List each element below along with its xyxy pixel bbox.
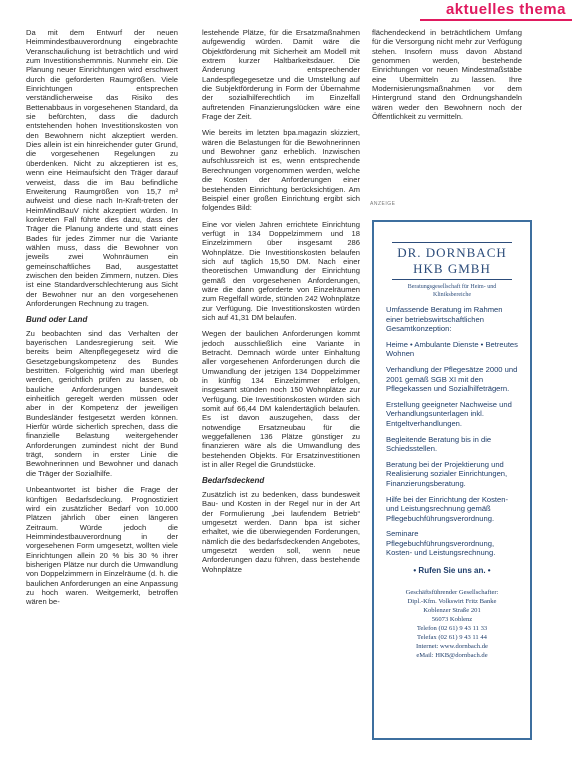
ad-company-subtitle: Beratungsgesellschaft für Heim- und Kliniksbereiche <box>407 284 497 298</box>
paragraph: Zusätzlich ist zu bedenken, dass bundesweit Bau- und Kosten in der Regel nur in der Art der Formulierung „bei laufendem Betrieb“ umgesetzt werden. Dann bpa ist sicher erhaltet, wie die überwiegenden Forderungen, nämlich die des bedarfsdeckenden Angebotes, umgesetzt werden soll, wenn neue Anforderungen dazu führen, dass bestehende Wohnplätze <box>202 489 360 574</box>
paragraph: lestehende Plätze, für die Ersatzmaßnahmen aufgewendig würden. Damit wäre die Objektförderung mit Sicherheit am Modell mit extrem kurzer Haltbarkeitsdauer. Die Änderung entsprechender Landespflegegesetze und die Umstellung auf die Subjektförderung in Form der Übernahme der sozialhilferechtlich im Einzelfall auftretenden Finanzierungslücken wäre eine Frage der Zeit. <box>202 28 360 122</box>
paragraph: Unbeantwortet ist bisher die Frage der künftigen Bedarfsdeckung. Prognostiziert wird ein zusätzlicher Bedarf von 10.000 Plätzen jährlich über einen längeren Zeitraum. Würde jedoch die Heimmindestbauverordnung in der vorgesehenen Form umgesetzt, wollten viele Einrichtungen allein 20 % bis 30 % ihrer bisherigen Plätze nur durch die Umwandlung von Doppelzimmern in Einzelräume (d. h. die baulichen Anforderungen an eine Anpassung zu hoch waren. Weitgemerkt, betroffen wären be- <box>26 485 178 607</box>
paragraph: Zu beobachten sind das Verhalten der bayerischen Landesregierung seit. Wie bereits beim Altenpflegegesetz wird die Gesetzgebungskompetenz des Bundes bestritten. Folgerichtig wird man überlegt werden, gerichtlich prüfen zu lassen, ob bauliche Anforderungen bundesweit einheitlich geregelt werden müssen oder aber in der Kompetenz der jeweiligen Bundesländer festgesetzt werden können. Hierfür würde sicherlich sprechen, dass die finanzielle Belastung weitergehender Anforderungen zumindest nicht der Bund trägt, sondern in erster Linie die Bewohnerinnen und Bewohner und danach die Träger der Sozialhilfe. <box>26 328 178 478</box>
ad-contact-line: Telefax (02 61) 9 43 11 44 <box>417 633 487 641</box>
logo-rule-bottom <box>392 279 512 280</box>
section-heading: Bedarfsdeckend <box>202 476 265 486</box>
ad-service-item: Begleitende Beratung bis in die Schiedsstellen. <box>386 434 492 454</box>
ad-company-name-2: HKB GMBH <box>413 261 491 276</box>
paragraph: Da mit dem Entwurf der neuen Heimmindestbauverordnung eingebrachte Veranschaulichung ist beträchtlich und wird zum Investitionshemmnis. Nunmehr ein. Die Planung neuer Einrichtungen wird erschwert durch die geforderten Raumgrößen. Viele Einrichtungen entsprechen verständlicherweise das Risiko des Bettenabbaus in vorgesehenen Standard, da sie befürchten, dass die dadurch entstehenden hohen Investitionskosten von den Bewohnern nicht akzeptiert werden. Dies allein ist ein hinreichender guter Grund, die vorgesehenen Regelungen zu überdenken. Nicht zu akzeptieren ist es, wenn eine Heimaufsicht den Träger darauf verweist, dass die im Bau befindliche Erweiterung Raumgrößen von 15,7 m² aufweist und diese nach In-Kraft-treten der HeimMindBauV nicht akzeptiert würden. In konkreten Fall führte dies dazu, dass der Träger die Planung änderte und statt eines Bades für jedes Zimmer nur die Variante wählen muss, dass die Bewohner von jeweils zwei Wohnräumen ein gemeinschaftliches Bad, ausgestattet zwischen den beiden Zimmern, nutzen. Dies ist eine Standardverschlechterung aus Sicht der Bewohner nur an den vorgesehenen Anforderungen Rechnung zu tragen. <box>26 28 178 308</box>
ad-label: ANZEIGE <box>370 201 396 207</box>
ad-contact-line: Telefon (02 61) 9 43 11 33 <box>416 624 488 632</box>
ad-service-item: Erstellung geeigneter Nachweise und Verhandlungsunterlagen inkl. Entgeltverhandlungen. <box>386 399 512 428</box>
ad-contact-line: Internet: www.dornbach.de <box>416 642 488 650</box>
section-heading: Bund oder Land <box>26 315 88 325</box>
ad-contact-line: 56073 Koblenz <box>431 615 473 623</box>
ad-service-item: Heime • Ambulante Dienste • Betreutes Wohnen <box>386 339 518 359</box>
logo-rule-top <box>392 242 512 243</box>
ad-service-item: Beratung bei der Projektierung und Realisierung sozialer Einrichtungen, Finanzierungsberatung. <box>386 459 508 488</box>
page-header <box>0 0 572 22</box>
ad-company-name: DR. DORNBACH <box>397 245 507 260</box>
article-column-2 <box>202 28 360 581</box>
header-rule <box>420 19 572 21</box>
ad-contact-line: Geschäftsführender Gesellschafter: <box>405 588 499 596</box>
article-column-3 <box>372 28 522 128</box>
paragraph: flächendeckend in beträchtlichem Umfang für die Versorgung nicht mehr zur Verfügung stehen. Insofern muss davon Abstand genommen werden, bestehende Einrichtungen vor neuen Mindestmaßstäbe eine Ubermitteln zu lassen. Ihre Modernisierungsmaßnahmen vor dem Hintergrund stand den Ordnungshandeln wären weder den Bewohnern noch der Öffentlichkeit zu vermitteln. <box>372 28 522 122</box>
ad-contact-line: Dipl.-Kfm. Volkswirt Fritz Banke <box>407 597 497 605</box>
article-column-1 <box>26 28 178 614</box>
ad-service-item: Hilfe bei der Einrichtung der Kosten- und Leistungsrechnung gemäß Pflegebuchführungsverordnung. <box>386 494 508 523</box>
ad-intro: Umfassende Beratung im Rahmen einer betriebswirtschaftlichen Gesamtkonzeption: <box>386 305 503 334</box>
ad-call-to-action: • Rufen Sie uns an. • <box>413 566 491 576</box>
advertisement <box>372 220 532 740</box>
paragraph: Eine vor vielen Jahren errichtete Einrichtung verfügt in 134 Doppelzimmern und 18 Einzelzimmern über insgesamt 286 Wohnplätze. Die Investitionskosten belaufen sich auf täglich 15,50 DM. Nach einer theoretischen Umwandlung der Einrichtung gemäß den vorgesehenen Anforderungen, wäre die dann geforderte von Einzelräumen zum Regelfall würde, stünden 242 Wohnplätze zur Verfügung. Die Investitionskosten würden sich auf 41,31 DM belaufen. <box>202 219 360 322</box>
ad-service-list <box>386 340 518 558</box>
ad-body <box>374 299 530 576</box>
paragraph: Wegen der baulichen Anforderungen kommt jedoch ausschließlich eine Variante in Betracht. Demnach würde unter Einhaltung aller vorgesehenen Anforderungen durch die Umwandlung der jetzigen 134 Doppelzimmer in künftig 134 Einzelzimmer erfolgen, insgesamt stünden noch 150 Wohnplätze zur Verfügung. Die Investitionskosten würden sich somit auf 66,44 DM kalendertäglich belaufen. Es ist davon auszugehen, dass der notwendige Ersatzneubau für die weggefallenen 136 Plätze günstiger zu finanzieren wäre als die Umwandlung des bestehenden Objekts. Für Ersatzinvestitionen ist in aller Regel die Grundstücke. <box>202 329 360 470</box>
ad-logo <box>392 242 512 299</box>
ad-contact-line: eMail: HKB@dornbach.de <box>416 651 488 659</box>
paragraph: Wie bereits im letzten bpa.magazin skizziert, wären die Belastungen für die Bewohnerinnen und Bewohner ganz erheblich. Inzwischen aufschlussreich ist es, wenn entsprechende Berechnungen vorgenommen werden, welche die Kosten der Anforderungen einer bestehenden Einrichtung berücksichtigen. Am Beispiel einer großen Einrichtung ergibt sich folgendes Bild: <box>202 128 360 213</box>
ad-service-item: Verhandlung der Pflegesätze 2000 und 2001 gemäß SGB XI mit den Pflegekassen und Sozialhilfeträgern. <box>386 364 518 394</box>
ad-contact-block <box>374 582 530 660</box>
ad-service-item: Seminare Pflegebuchführungsverordnung, Kosten- und Leistungsrechnung. <box>386 529 496 558</box>
section-title: aktuelles thema <box>445 1 566 18</box>
ad-contact-line: Koblenzer Straße 201 <box>423 606 481 614</box>
